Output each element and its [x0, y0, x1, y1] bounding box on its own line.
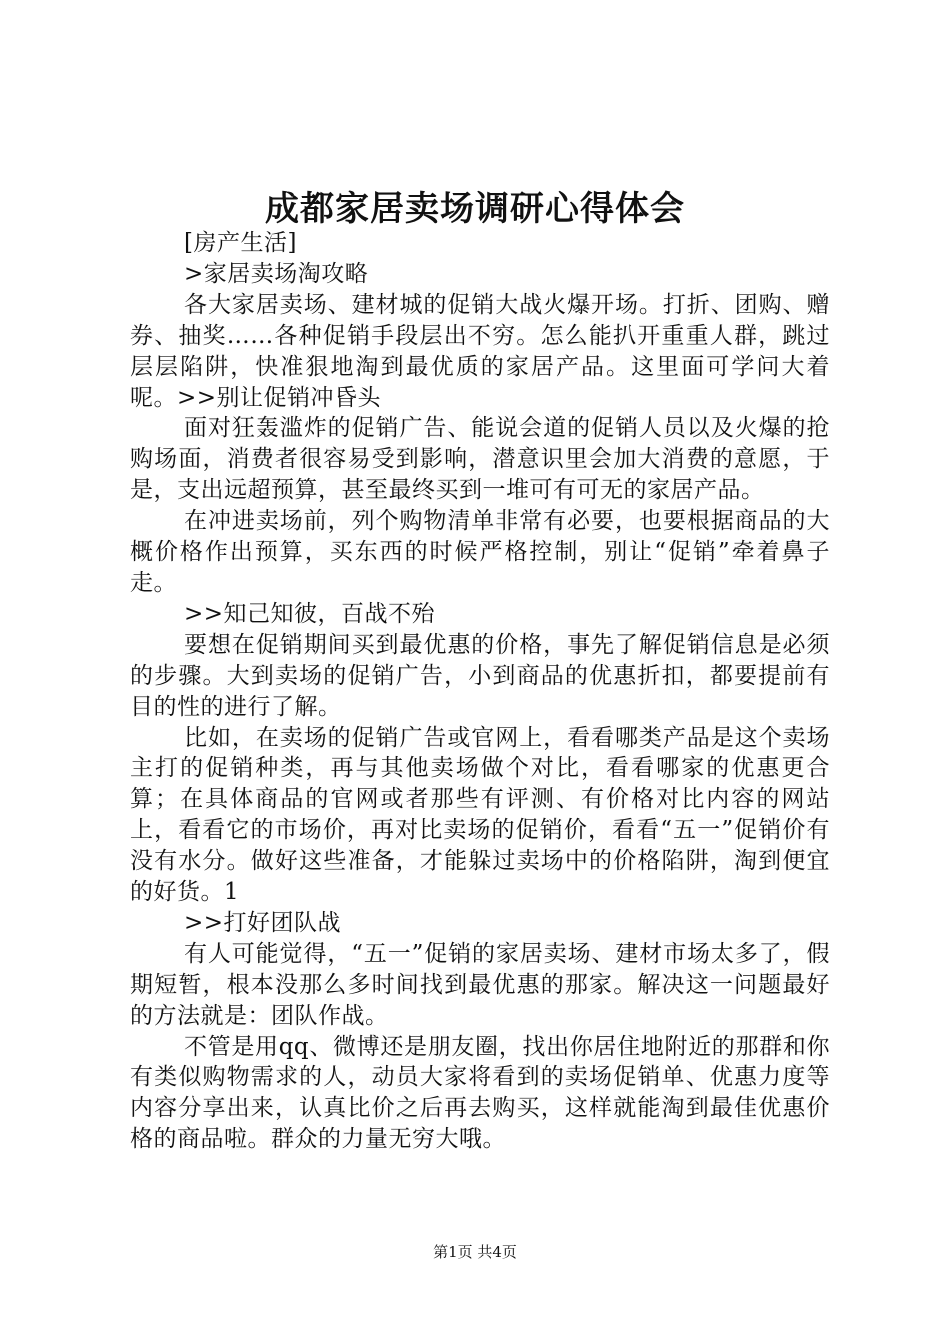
paragraph-heading-know: >>知己知彼，百战不殆: [184, 600, 436, 627]
paragraph: 有人可能觉得，“五一”促销的家居卖场、建材市场太多了，假期短暂，根本没那么多时间找到最优惠的那家。解决这一问题最好的方法就是：团队作战。: [130, 940, 830, 1029]
page-footer: 第1页 共4页: [433, 1243, 517, 1261]
paragraph: 要想在促销期间买到最优惠的价格，事先了解促销信息是必须的步骤。大到卖场的促销广告，小到商品的优惠折扣，都要提前有目的性的进行了解。: [130, 631, 830, 720]
paragraph-heading-team: >>打好团队战: [184, 909, 342, 936]
document-body: [130, 228, 830, 1155]
paragraph-heading-guide: >家居卖场淘攻略: [184, 260, 369, 287]
paragraph-category: [房产生活]: [184, 230, 297, 256]
paragraph: 比如，在卖场的促销广告或官网上，看看哪类产品是这个卖场主打的促销种类，再与其他卖场做个对比，看看哪家的优惠更合算；在具体商品的官网或者那些有评测、有价格对比内容的网站上，看看它的市场价，再对比卖场的促销价，看看“五一”促销价有没有水分。做好这些准备，才能躲过卖场中的价格陷阱，淘到便宜的好货。1: [130, 724, 830, 906]
paragraph: 面对狂轰滥炸的促销广告、能说会道的促销人员以及火爆的抢购场面，消费者很容易受到影响，潜意识里会加大消费的意愿，于是，支出远超预算，甚至最终买到一堆可有可无的家居产品。: [130, 415, 830, 504]
paragraph: 不管是用qq、微博还是朋友圈，找出你居住地附近的那群和你有类似购物需求的人，动员大家将看到的卖场促销单、优惠力度等内容分享出来，认真比价之后再去购买，这样就能淘到最佳优惠价格的商品啦。群众的力量无穷大哦。: [130, 1033, 830, 1153]
paragraph: 各大家居卖场、建材城的促销大战火爆开场。打折、团购、赠券、抽奖……各种促销手段层出不穷。怎么能扒开重重人群，跳过层层陷阱，快准狠地淘到最优质的家居产品。这里面可学问大着呢。>>别让促销冲昏头: [130, 291, 830, 411]
paragraph: 在冲进卖场前，列个购物清单非常有必要，也要根据商品的大概价格作出预算，买东西的时候严格控制，别让“促销”牵着鼻子走。: [130, 508, 830, 596]
document-title: 成都家居卖场调研心得体会: [265, 189, 685, 229]
